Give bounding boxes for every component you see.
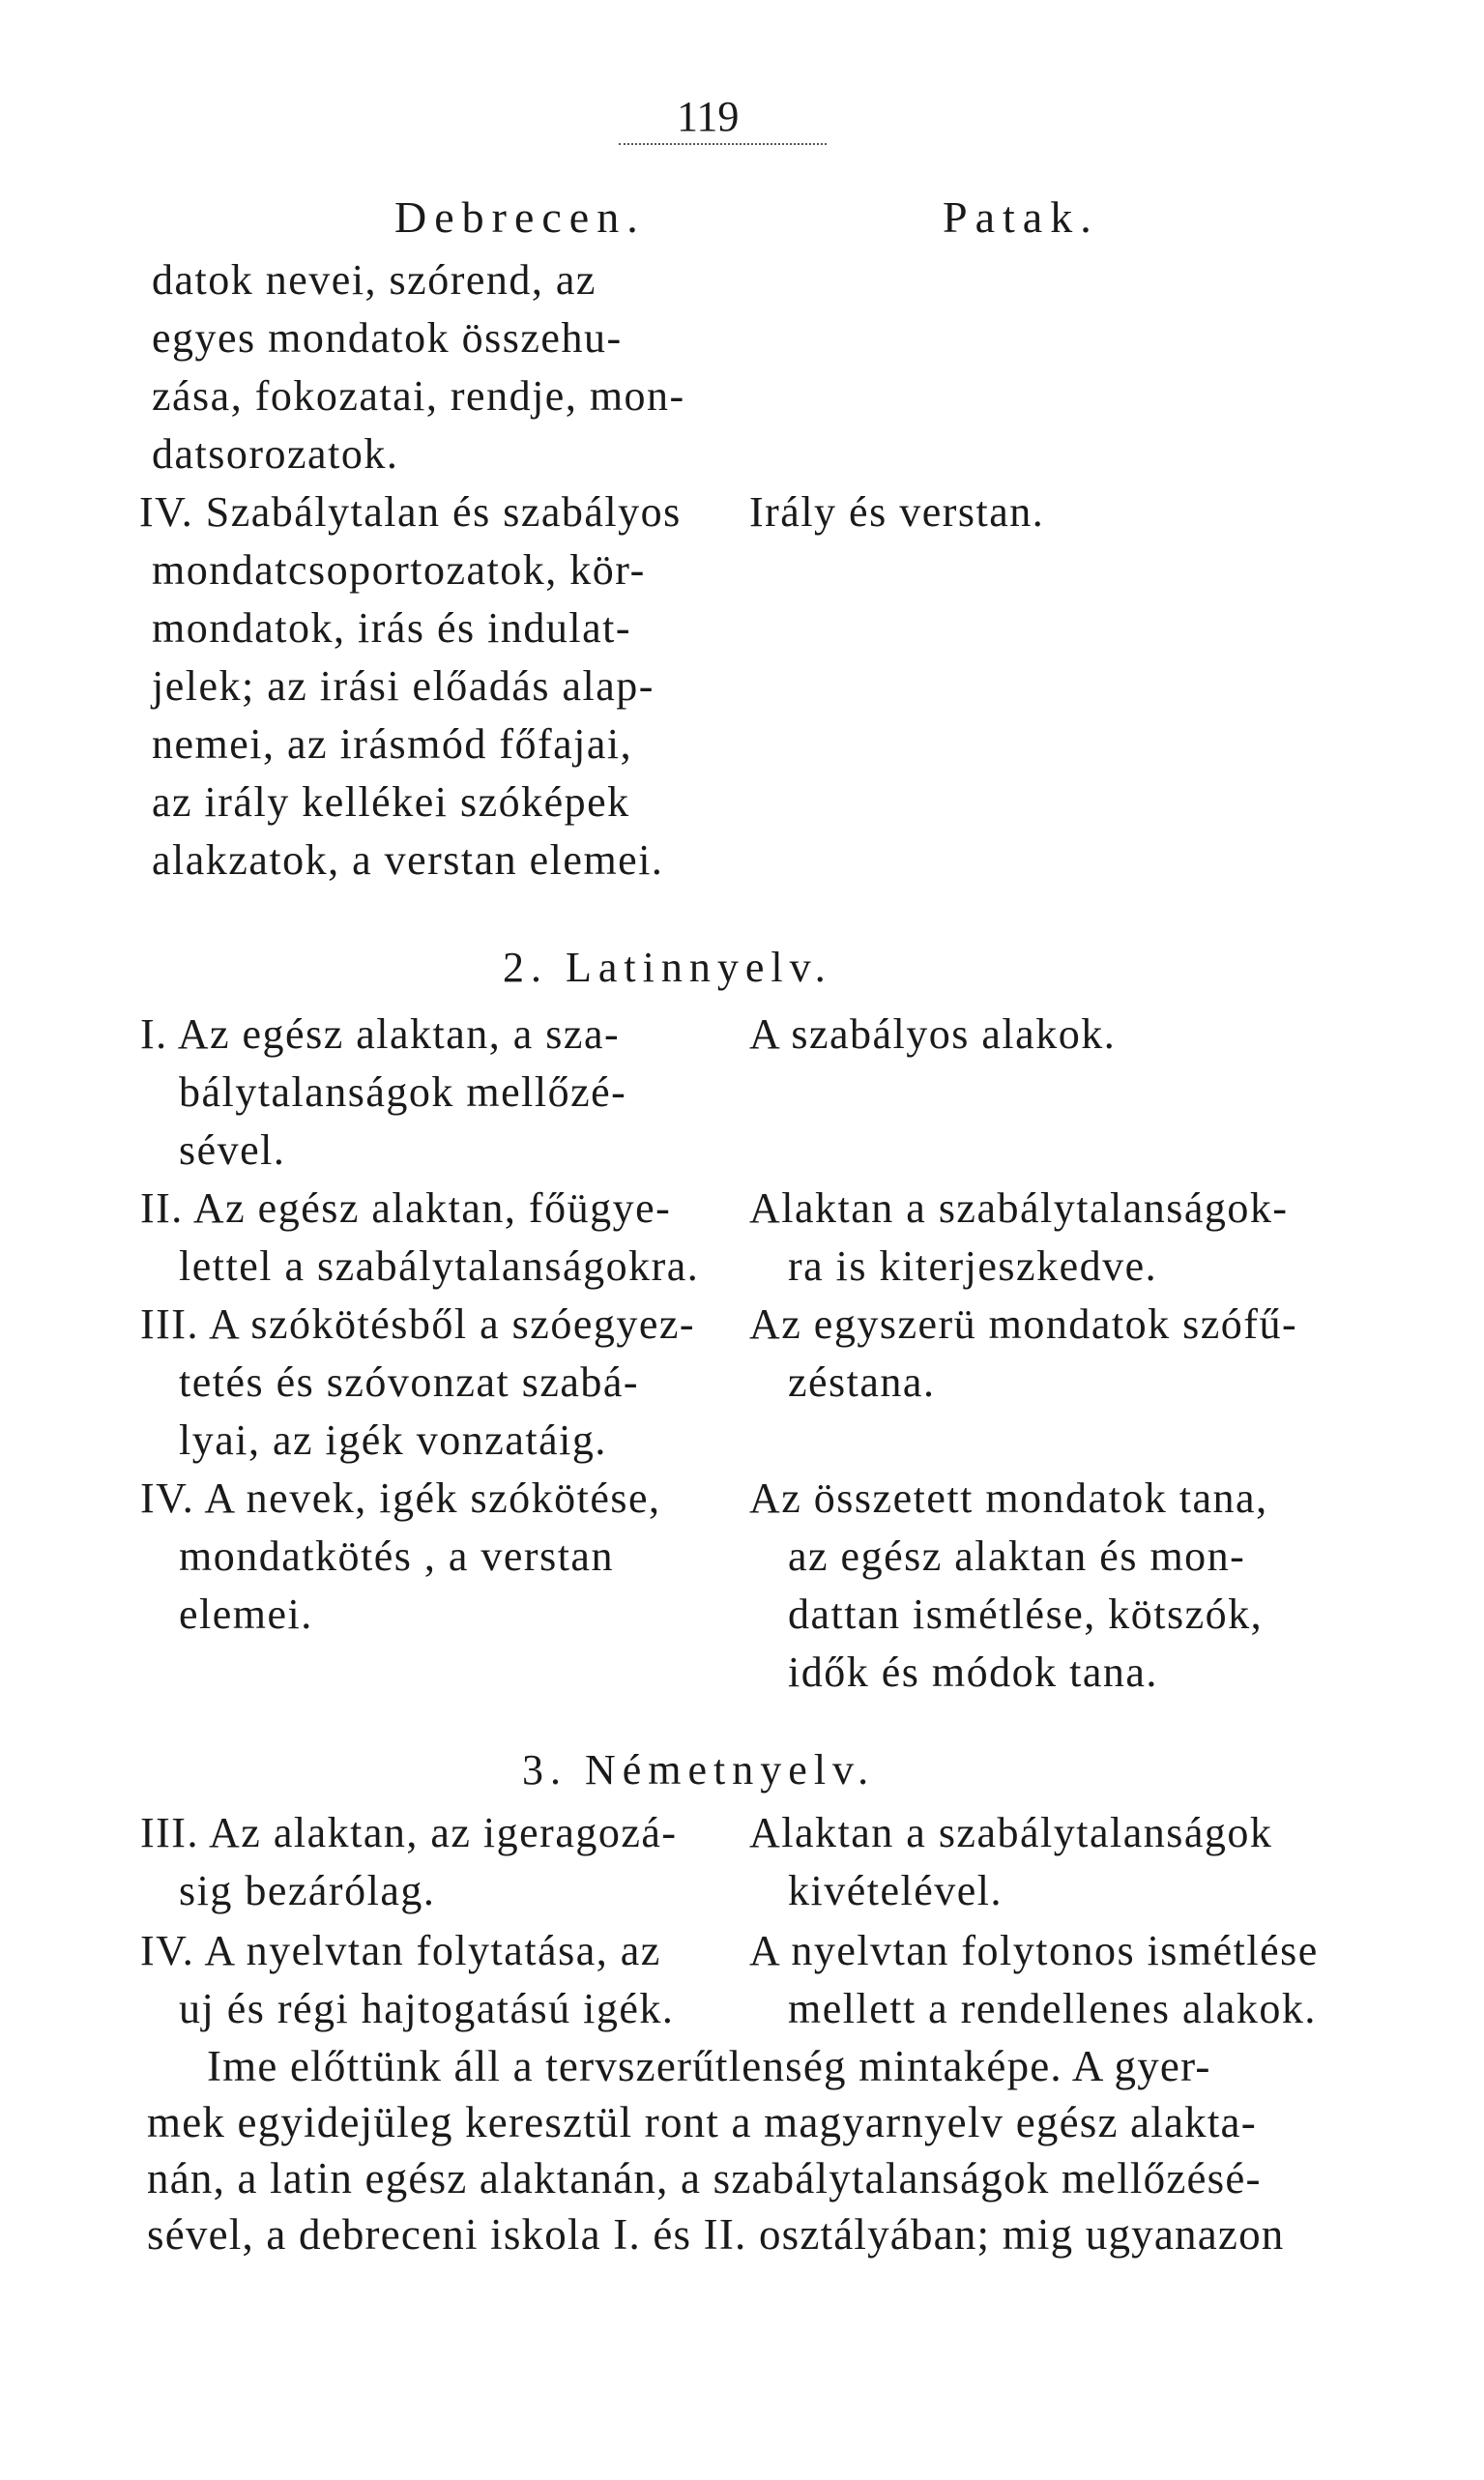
section-2-item-3-right — [749, 1296, 1297, 1412]
text-line: Az összetett mondatok tana, — [749, 1474, 1268, 1522]
section-2-item-2-left — [140, 1180, 699, 1296]
page-number: 119 — [677, 93, 740, 140]
text-line: dattan ismétlése, kötszók, — [788, 1590, 1264, 1638]
section-3-item-1-right — [749, 1804, 1272, 1920]
text-line: Irály és verstan. — [749, 488, 1045, 536]
text-line: datok nevei, szórend, az — [152, 256, 597, 304]
text-line: sig bezárólag. — [179, 1867, 436, 1914]
text-line: zása, fokozatai, rendje, mon- — [152, 372, 685, 420]
text-line: I. Az egész alaktan, a sza- — [140, 1010, 621, 1058]
right-column-heading: Patak. — [943, 192, 1099, 242]
text-line: alakzatok, a verstan elemei. — [152, 836, 664, 884]
closing-paragraph — [147, 2038, 1346, 2262]
text-line: A nyelvtan folytonos ismétlése — [749, 1927, 1319, 1974]
text-line: egyes mondatok összehu- — [152, 314, 623, 362]
text-line: ra is kiterjeszkedve. — [788, 1242, 1158, 1290]
text-line: Ime előttünk áll a tervszerűtlenség mintaképe. A gyer- — [207, 2042, 1211, 2090]
text-line: nán, a latin egész alaktanán, a szabálytalanságok mellőzésé- — [147, 2154, 1262, 2203]
section-2-item-2-right — [749, 1180, 1289, 1296]
text-line: az egész alaktan és mon- — [788, 1532, 1246, 1580]
section-2-item-4-left — [140, 1470, 661, 1644]
text-line: mellett a rendellenes alakok. — [788, 1985, 1317, 2032]
text-line: Az egyszerü mondatok szófű- — [749, 1300, 1298, 1348]
section-2-item-1-right — [749, 1006, 1116, 1064]
text-line: sével, a debreceni iskola I. és II. osztályában; mig ugyanazon — [147, 2210, 1285, 2259]
section-2-title: 2. Latinnyelv. — [503, 944, 832, 991]
section-3-item-2-left — [140, 1922, 674, 2038]
text-line: kivételével. — [788, 1867, 1004, 1914]
page-number-rule — [619, 143, 827, 145]
text-line: II. Az egész alaktan, főügye- — [140, 1184, 672, 1232]
text-line: elemei. — [179, 1590, 313, 1638]
section-1-right-text — [749, 483, 1044, 541]
text-line: idők és módok tana. — [788, 1648, 1158, 1696]
text-line: A szabályos alakok. — [749, 1010, 1117, 1058]
text-line: mondatkötés , a verstan — [179, 1532, 614, 1580]
text-line: Alaktan a szabálytalanságok — [749, 1809, 1273, 1856]
text-line: bálytalanságok mellőzé- — [179, 1068, 627, 1116]
text-line: Alaktan a szabálytalanságok- — [749, 1184, 1289, 1232]
text-line: sével. — [179, 1126, 286, 1174]
section-3-item-2-right — [749, 1922, 1319, 2038]
section-1-left-text — [139, 251, 685, 890]
text-line: zéstana. — [788, 1358, 936, 1406]
text-line: az irály kellékei szóképek — [152, 778, 630, 826]
section-2-item-3-left — [140, 1296, 695, 1470]
section-3-title: 3. Németnyelv. — [522, 1746, 876, 1794]
section-3-item-1-left — [140, 1804, 678, 1920]
text-line: tetés és szóvonzat szabá- — [179, 1358, 640, 1406]
text-line: III. Az alaktan, az igeragozá- — [140, 1809, 678, 1856]
text-line: uj és régi hajtogatású igék. — [179, 1985, 675, 2032]
left-column-heading: Debrecen. — [394, 192, 646, 242]
text-line: IV. A nyelvtan folytatása, az — [140, 1927, 661, 1974]
text-line: mondatcsoportozatok, kör- — [152, 546, 646, 594]
text-line: nemei, az irásmód főfajai, — [152, 720, 633, 768]
text-line: III. A szókötésből a szóegyez- — [140, 1300, 696, 1348]
section-2-item-1-left — [140, 1006, 626, 1180]
text-line: lyai, az igék vonzatáig. — [179, 1416, 607, 1464]
text-line: jelek; az irási előadás alap- — [152, 662, 655, 710]
text-line: mek egyidejüleg keresztül ront a magyarnyelv egész alakta- — [147, 2098, 1257, 2146]
text-line: IV. A nevek, igék szókötése, — [140, 1474, 661, 1522]
text-line: datsorozatok. — [152, 430, 399, 478]
text-line: IV. Szabálytalan és szabályos — [139, 488, 682, 536]
text-line: lettel a szabálytalanságokra. — [179, 1242, 700, 1290]
section-2-item-4-right — [749, 1470, 1268, 1702]
text-line: mondatok, irás és indulat- — [152, 604, 632, 652]
